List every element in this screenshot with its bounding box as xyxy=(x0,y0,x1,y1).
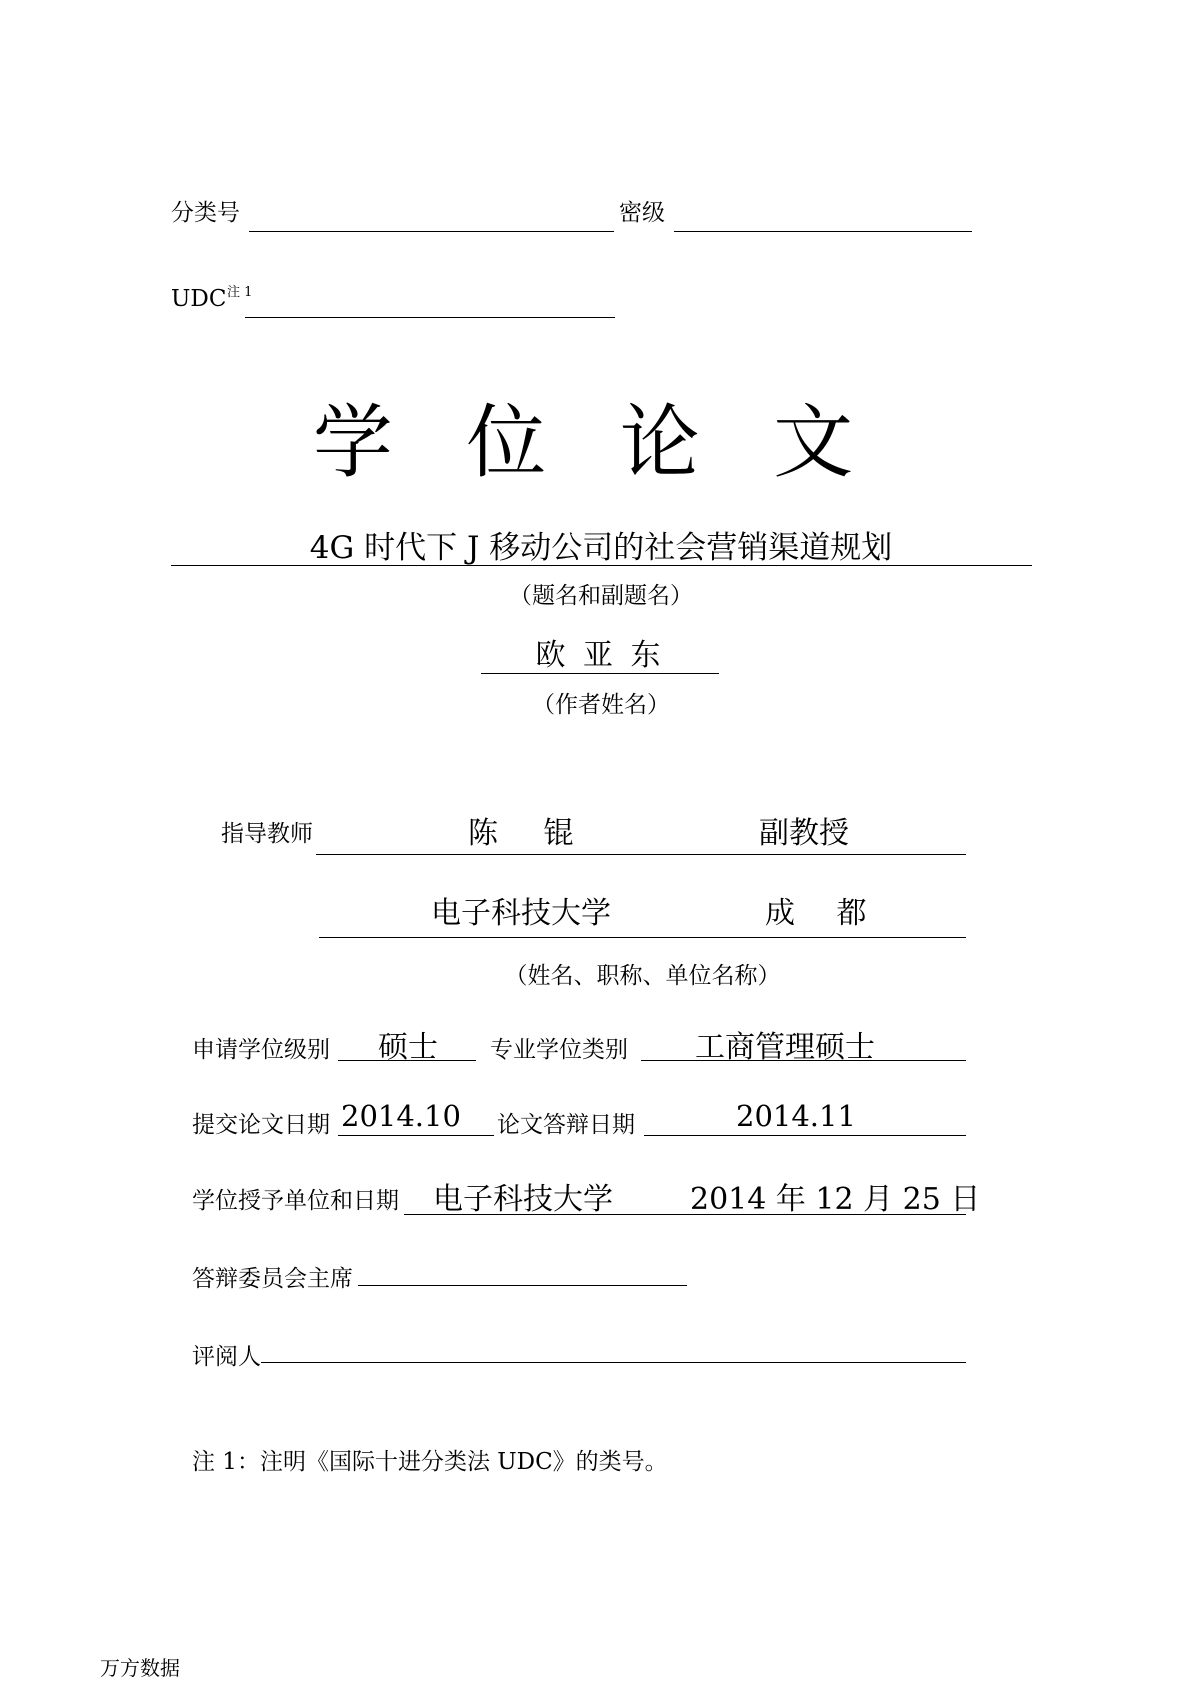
advisor-caption: （姓名、职称、单位名称） xyxy=(504,963,781,989)
advisor-city: 成 都 xyxy=(765,896,883,931)
degree-type-line xyxy=(641,1060,966,1061)
degree-type-value: 工商管理硕士 xyxy=(695,1030,875,1065)
submit-date-value: 2014.10 xyxy=(341,1099,461,1133)
udc-label: UDC xyxy=(171,286,227,312)
author-line xyxy=(481,673,719,674)
reviewer-label: 评阅人 xyxy=(192,1344,261,1370)
defense-date-value: 2014.11 xyxy=(736,1099,856,1133)
title-caption: （题名和副题名） xyxy=(509,583,693,609)
advisor-label: 指导教师 xyxy=(221,821,313,847)
submit-date-line xyxy=(338,1135,494,1136)
page-title: 学 位 论 文 xyxy=(312,396,878,489)
footnote: 注 1：注明《国际十进分类法 UDC》的类号。 xyxy=(192,1449,668,1475)
security-line xyxy=(674,231,972,232)
grant-date: 2014 年 12 月 25 日 xyxy=(690,1182,981,1217)
defense-date-label: 论文答辩日期 xyxy=(497,1112,635,1138)
udc-note: 注 1 xyxy=(227,285,253,300)
reviewer-line xyxy=(261,1362,966,1363)
advisor-unit-line xyxy=(319,937,966,938)
degree-level-line xyxy=(338,1060,476,1061)
watermark: 万方数据 xyxy=(100,1656,180,1680)
committee-chair-line xyxy=(358,1285,687,1286)
author-caption: （作者姓名） xyxy=(532,692,670,718)
thesis-title-line xyxy=(171,565,1032,566)
author-name: 欧 亚 东 xyxy=(535,638,665,673)
degree-level-label: 申请学位级别 xyxy=(192,1037,330,1063)
classification-label: 分类号 xyxy=(171,200,240,226)
advisor-rank: 副教授 xyxy=(759,816,849,851)
committee-chair-label: 答辩委员会主席 xyxy=(192,1266,353,1292)
grant-unit: 电子科技大学 xyxy=(433,1182,613,1217)
submit-date-label: 提交论文日期 xyxy=(192,1112,330,1138)
thesis-title: 4G 时代下 J 移动公司的社会营销渠道规划 xyxy=(309,530,893,566)
advisor-university: 电子科技大学 xyxy=(431,896,611,931)
udc-line xyxy=(245,317,615,318)
security-label: 密级 xyxy=(619,200,665,226)
defense-date-line xyxy=(644,1135,966,1136)
advisor-line xyxy=(316,854,966,855)
degree-type-label: 专业学位类别 xyxy=(490,1037,628,1063)
grant-line xyxy=(404,1214,966,1215)
grant-label: 学位授予单位和日期 xyxy=(192,1188,399,1214)
classification-line xyxy=(249,231,614,232)
advisor-name: 陈 锟 xyxy=(468,816,592,851)
degree-level-value: 硕士 xyxy=(378,1030,438,1065)
